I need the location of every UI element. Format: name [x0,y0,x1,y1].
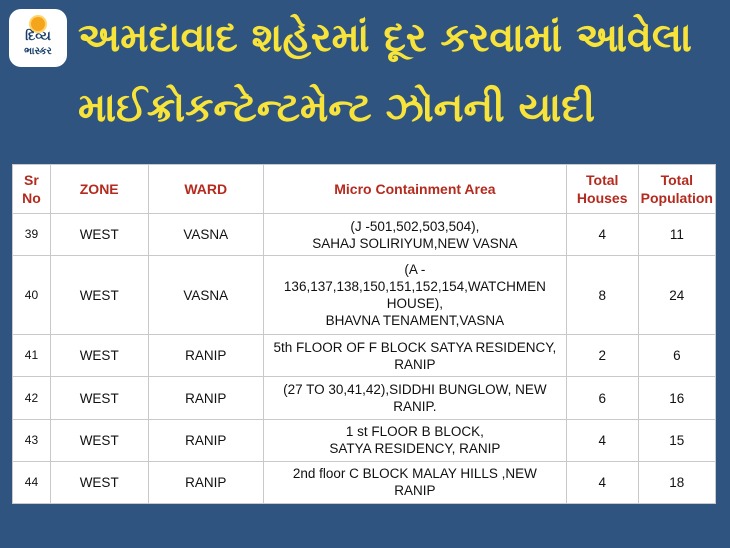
cell-sr-no: 44 [13,461,51,503]
containment-table-container [12,164,716,504]
area-line: SAHAJ SOLIRIYUM,NEW VASNA [312,235,518,251]
cell-population: 6 [638,335,715,377]
header-population: Total Population [638,165,715,214]
cell-population: 16 [638,377,715,419]
cell-ward: RANIP [148,377,264,419]
area-line: (A - [404,262,426,278]
cell-houses: 4 [566,214,638,256]
cell-sr-no: 43 [13,419,51,461]
cell-sr-no: 41 [13,335,51,377]
header-area: Micro Containment Area [264,165,567,214]
table-row [13,461,716,503]
cell-area [264,214,567,256]
table-header-row [13,165,716,214]
cell-area [264,377,567,419]
area-line: 1 st FLOOR B BLOCK, [345,424,484,440]
area-line: HOUSE), [386,296,444,312]
area-line: RANIP [394,483,436,499]
cell-houses: 4 [566,461,638,503]
cell-population: 18 [638,461,715,503]
cell-zone: WEST [50,335,148,377]
cell-ward: RANIP [148,335,264,377]
table-body [13,214,716,504]
header-zone: ZONE [50,165,148,214]
area-line: (27 TO 30,41,42),SIDDHI BUNGLOW, NEW [283,382,547,398]
cell-houses: 6 [566,377,638,419]
cell-sr-no: 39 [13,214,51,256]
header-sr-no: Sr No [13,165,51,214]
cell-ward: RANIP [148,419,264,461]
headline-line-1: અમદાવાદ શહેરમાં દૂર કરવામાં આવેલા [78,15,692,61]
area-line: 5th FLOOR OF F BLOCK SATYA RESIDENCY, [273,339,557,355]
area-line: SATYA RESIDENCY, RANIP [329,441,501,457]
area-line: 2nd floor C BLOCK MALAY HILLS ,NEW [292,466,537,482]
cell-zone: WEST [50,419,148,461]
brand-logo [9,9,67,67]
header-ward: WARD [148,165,264,214]
cell-ward: VASNA [148,256,264,335]
cell-ward: RANIP [148,461,264,503]
header-houses: Total Houses [566,165,638,214]
cell-houses: 2 [566,335,638,377]
logo-line-2: ભાસ્કર [24,46,52,57]
cell-zone: WEST [50,461,148,503]
logo-line-1: દિવ્ય [25,29,51,44]
area-line: (J -501,502,503,504), [350,218,480,234]
cell-area [264,419,567,461]
cell-zone: WEST [50,214,148,256]
table-row [13,214,716,256]
cell-ward: VASNA [148,214,264,256]
area-line: RANIP. [393,399,437,415]
containment-table [12,164,716,504]
table-row [13,419,716,461]
cell-zone: WEST [50,377,148,419]
cell-population: 24 [638,256,715,335]
table-row [13,256,716,335]
area-line: 136,137,138,150,151,152,154,WATCHMEN [283,279,546,295]
cell-population: 15 [638,419,715,461]
cell-area [264,335,567,377]
cell-sr-no: 42 [13,377,51,419]
headline-line-2: માઈક્રોકન્ટેન્ટમેન્ટ ઝોનની યાદી [78,85,596,131]
cell-houses: 4 [566,419,638,461]
table-row [13,377,716,419]
cell-area [264,461,567,503]
area-line: BHAVNA TENAMENT,VASNA [325,313,505,329]
table-row [13,335,716,377]
cell-area [264,256,567,335]
cell-population: 11 [638,214,715,256]
area-line: RANIP [394,356,436,372]
cell-houses: 8 [566,256,638,335]
cell-sr-no: 40 [13,256,51,335]
cell-zone: WEST [50,256,148,335]
